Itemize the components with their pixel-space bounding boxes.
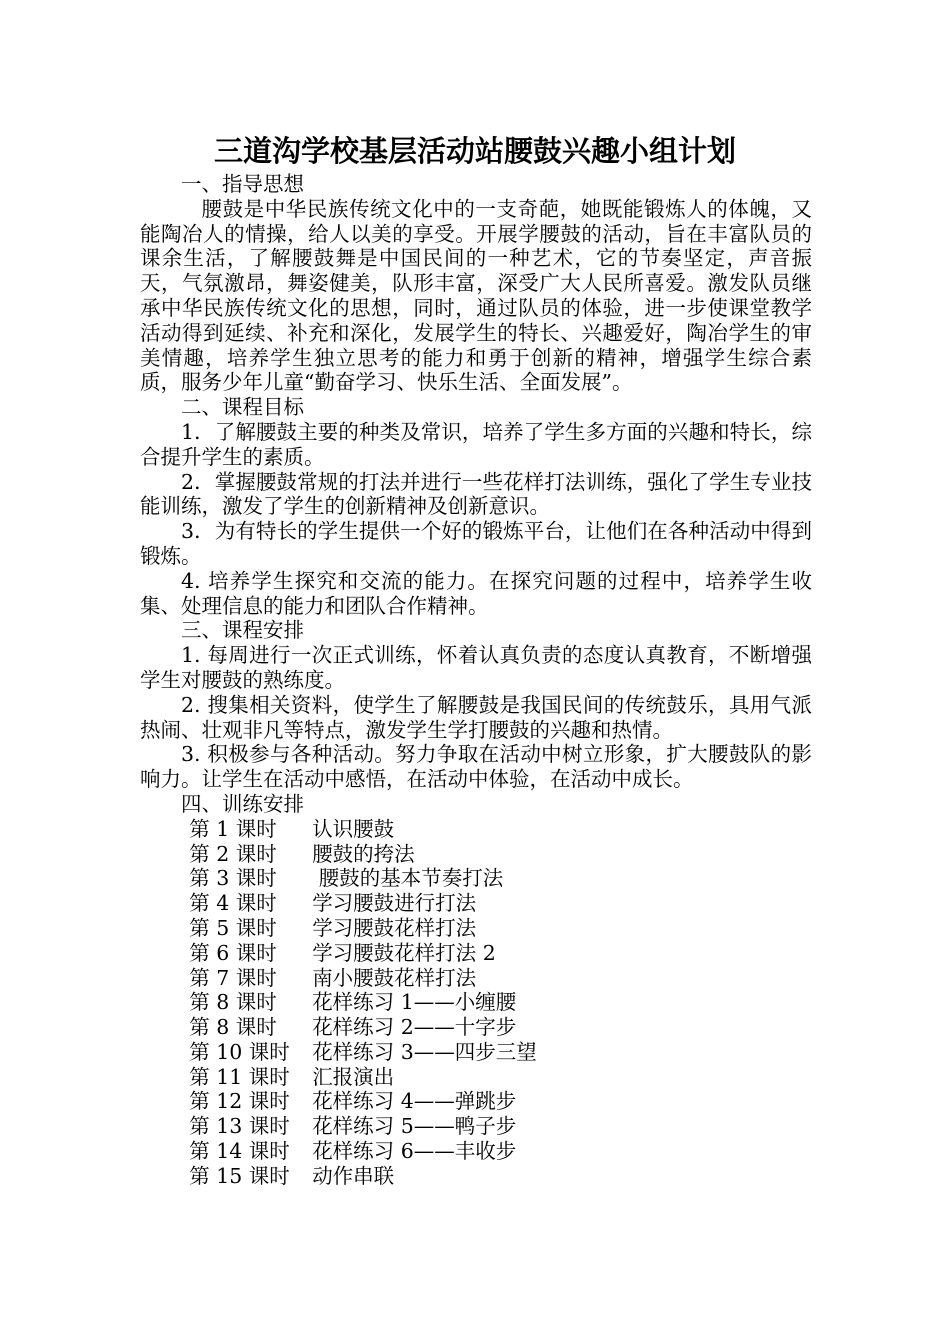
- schedule-row: [140, 1139, 812, 1164]
- lesson-content: 认识腰鼓: [312, 816, 395, 841]
- document-body: [140, 172, 812, 1189]
- section-heading-course-arrangement: 三、课程安排: [181, 618, 304, 643]
- schedule-row: [140, 817, 812, 842]
- list-item-arrangement: 2. 搜集相关资料，使学生了解腰鼓是我国民间的传统鼓乐，具用气派热闹、壮观非凡等特点，激发学生学打腰鼓的兴趣和热情。: [140, 692, 812, 742]
- schedule-row: [140, 1065, 812, 1090]
- schedule-row: [140, 966, 812, 991]
- lesson-number: 第 4 课时: [189, 891, 277, 916]
- list-item-arrangement: 3. 积极参与各种活动。努力争取在活动中树立形象，扩大腰鼓队的影响力。让学生在活动中感悟，在活动中体验，在活动中成长。: [140, 742, 812, 792]
- schedule-row: [140, 1114, 812, 1139]
- schedule-row: [140, 990, 812, 1015]
- lesson-number: 第 13 课时: [189, 1114, 290, 1139]
- lesson-number: 第 6 课时: [189, 940, 277, 965]
- lesson-number: 第 12 课时: [189, 1089, 290, 1114]
- section-heading-training-schedule: 四、训练安排: [181, 791, 304, 816]
- lesson-number: 第 7 课时: [189, 965, 277, 990]
- lesson-number: 第 10 课时: [189, 1039, 290, 1064]
- lesson-content: 花样练习 2——十字步: [312, 1015, 517, 1040]
- lesson-number: 第 8 课时: [189, 1015, 277, 1040]
- schedule-row: [140, 1040, 812, 1065]
- lesson-number: 第 5 课时: [189, 915, 277, 940]
- lesson-content: 腰鼓的基本节奏打法: [312, 866, 504, 891]
- lesson-content: 学习腰鼓花样打法 2: [312, 940, 496, 965]
- list-item-goal: 2．掌握腰鼓常规的打法并进行一些花样打法训练，强化了学生专业技能训练，激发了学生的创新精神及创新意识。: [140, 469, 812, 519]
- list-item-goal: 3．为有特长的学生提供一个好的锻炼平台，让他们在各种活动中得到锻炼。: [140, 519, 812, 568]
- section-heading-guiding-ideology: 一、指导思想: [181, 172, 304, 196]
- lesson-content: 花样练习 5——鸭子步: [312, 1114, 517, 1139]
- lesson-content: 腰鼓的挎法: [312, 841, 415, 866]
- schedule-row: [140, 1164, 812, 1189]
- list-item-goal: 4. 培养学生探究和交流的能力。在探究问题的过程中，培养学生收集、处理信息的能力和团队合作精神。: [140, 568, 812, 618]
- lesson-content: 花样练习 1——小缠腰: [312, 990, 517, 1015]
- schedule-row: [140, 1015, 812, 1040]
- paragraph-guiding-ideology: 腰鼓是中华民族传统文化中的一支奇葩，她既能锻炼人的体魄，又能陶冶人的情操，给人以美的享受。开展学腰鼓的活动，旨在丰富队员的课余生活，了解腰鼓舞是中国民间的一种艺术，它的节奏坚定，声音振天，气氛激昂，舞姿健美，队形丰富，深受广大人民所喜爱。激发队员继承中华民族传统文化的思想，同时，通过队员的体验，进一步使课堂教学活动得到延续、补充和深化，发展学生的特长、兴趣爱好，陶冶学生的审美情趣，培养学生独立思考的能力和勇于创新的精神，增强学生综合素质，服务少年儿童“勤奋学习、快乐生活、全面发展”。: [140, 196, 812, 395]
- schedule-row: [140, 1089, 812, 1114]
- lesson-content: 花样练习 3——四步三望: [312, 1039, 537, 1064]
- lesson-number: 第 15 课时: [189, 1163, 290, 1188]
- lesson-number: 第 1 课时: [189, 816, 277, 841]
- list-item-goal: 1．了解腰鼓主要的种类及常识，培养了学生多方面的兴趣和特长，综合提升学生的素质。: [140, 419, 812, 469]
- lesson-content: 花样练习 6——丰收步: [312, 1139, 517, 1164]
- lesson-content: 学习腰鼓花样打法: [312, 915, 477, 940]
- lesson-content: 学习腰鼓进行打法: [312, 891, 477, 916]
- list-item-arrangement: 1. 每周进行一次正式训练，怀着认真负责的态度认真教育，不断增强学生对腰鼓的熟练度。: [140, 643, 812, 692]
- schedule-row: [140, 916, 812, 941]
- schedule-row: [140, 891, 812, 916]
- schedule-row: [140, 941, 812, 966]
- lesson-number: 第 2 课时: [189, 841, 277, 866]
- lesson-content: 动作串联: [312, 1163, 395, 1188]
- lesson-number: 第 14 课时: [189, 1139, 290, 1164]
- document-title: 三道沟学校基层活动站腰鼓兴趣小组计划: [213, 134, 736, 168]
- section-heading-course-goals: 二、课程目标: [181, 395, 304, 420]
- training-schedule-list: [140, 817, 812, 1189]
- lesson-number: 第 8 课时: [189, 990, 277, 1015]
- lesson-number: 第 3 课时: [189, 866, 277, 891]
- lesson-content: 南小腰鼓花样打法: [312, 965, 477, 990]
- lesson-content: 汇报演出: [312, 1064, 395, 1089]
- schedule-row: [140, 866, 812, 891]
- schedule-row: [140, 842, 812, 867]
- lesson-content: 花样练习 4——弹跳步: [312, 1089, 517, 1114]
- lesson-number: 第 11 课时: [189, 1064, 290, 1089]
